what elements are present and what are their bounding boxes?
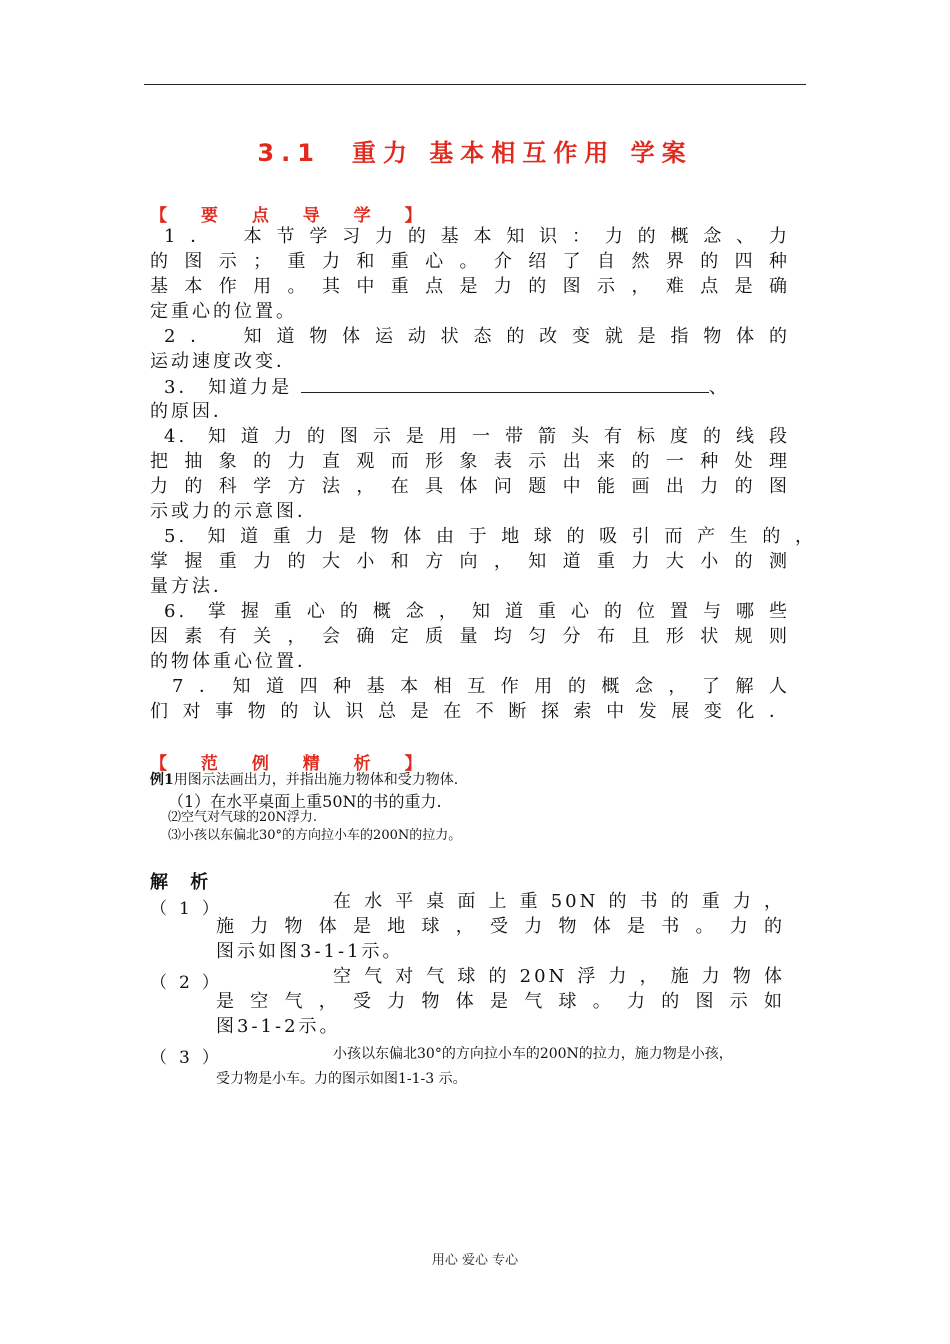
example-question-text: 用图示法画出力，并指出施力物体和受力物体. <box>173 772 459 788</box>
text-line: 基本作用。其中重点是力的图示，难点是确 <box>150 276 790 297</box>
text-line: 量方法． <box>150 576 234 597</box>
text-line: 定重心的位置。 <box>150 301 297 322</box>
text-line: 的原因． <box>150 401 234 422</box>
text-line: 2． 知道物体运动状态的改变就是指物体的 <box>164 326 790 347</box>
text-line: 1． 本节学习力的基本知识：力的概念、力 <box>164 226 790 247</box>
section-heading-examples: 【 范 例 精 析 】 <box>150 754 436 774</box>
page-title: 3.1 重力 基本相互作用 学案 <box>257 139 693 167</box>
analysis-text-line: 施力物体是地球，受力物体是书。力的 <box>216 916 785 937</box>
analysis-text-line: 受力物是小车。力的图示如图1-1-3 示。 <box>216 1071 467 1087</box>
text-line: 7．知道四种基本相互作用的概念，了解人 <box>172 676 790 697</box>
text-line: 力的科学方法，在具体问题中能画出力的图 <box>150 476 790 497</box>
example-item: （1）在水平桌面上重50N的书的重力. <box>168 792 442 811</box>
analysis-text-line: 小孩以东偏北30°的方向拉小车的200N的拉力，施力物是小孩， <box>333 1046 733 1062</box>
text-fragment: 3． 知道力是 <box>164 377 293 398</box>
fill-in-line <box>150 375 790 400</box>
page-footer: 用心 爱心 专心 <box>431 1253 519 1268</box>
analysis-number: （3） <box>150 1048 231 1068</box>
text-line: 的图示；重力和重心。介绍了自然界的四种 <box>150 251 790 272</box>
text-line: 5. 知道重力是物体由于地球的吸引而产生的， <box>164 526 816 547</box>
text-fragment: 、 <box>708 377 730 398</box>
text-line: 把抽象的力直观而形象表示出来的一种处理 <box>150 451 790 472</box>
header-rule <box>144 84 806 85</box>
analysis-text-line: 图3-1-2示。 <box>216 1016 341 1037</box>
analysis-heading: 解 析 <box>150 872 217 893</box>
analysis-text-line: 在水平桌面上重50N的书的重力， <box>333 891 785 912</box>
text-line: 运动速度改变． <box>150 351 297 372</box>
text-line: 示或力的示意图． <box>150 501 318 522</box>
example-item: ⑵空气对气球的20N浮力. <box>168 810 318 825</box>
analysis-text-line: 空气对气球的20N浮力，施力物体 <box>333 966 785 987</box>
example-question <box>150 771 458 790</box>
analysis-number: （1） <box>150 899 231 919</box>
text-line: 因素有关，会确定质量均匀分布且形状规则 <box>150 626 790 647</box>
answer-blank[interactable] <box>301 375 709 393</box>
analysis-number: （2） <box>150 973 231 993</box>
example-item: ⑶小孩以东偏北30°的方向拉小车的200N的拉力。 <box>168 828 462 843</box>
text-line: 6. 掌握重心的概念，知道重心的位置与哪些 <box>164 601 790 622</box>
example-label: 例1 <box>150 772 174 788</box>
section-heading-key-points: 【 要 点 导 学 】 <box>150 206 436 226</box>
analysis-text-line: 是空气，受力物体是气球。力的图示如 <box>216 991 785 1012</box>
analysis-text-line: 图示如图3-1-1示。 <box>216 941 404 962</box>
key-points-block <box>150 225 816 725</box>
text-line: 们对事物的认识总是在不断探索中发展变化． <box>150 701 790 722</box>
text-line: 4. 知道力的图示是用一带箭头有标度的线段 <box>164 426 790 447</box>
text-line: 掌握重力的大小和方向，知道重力大小的测 <box>150 551 790 572</box>
text-line: 的物体重心位置． <box>150 651 318 672</box>
